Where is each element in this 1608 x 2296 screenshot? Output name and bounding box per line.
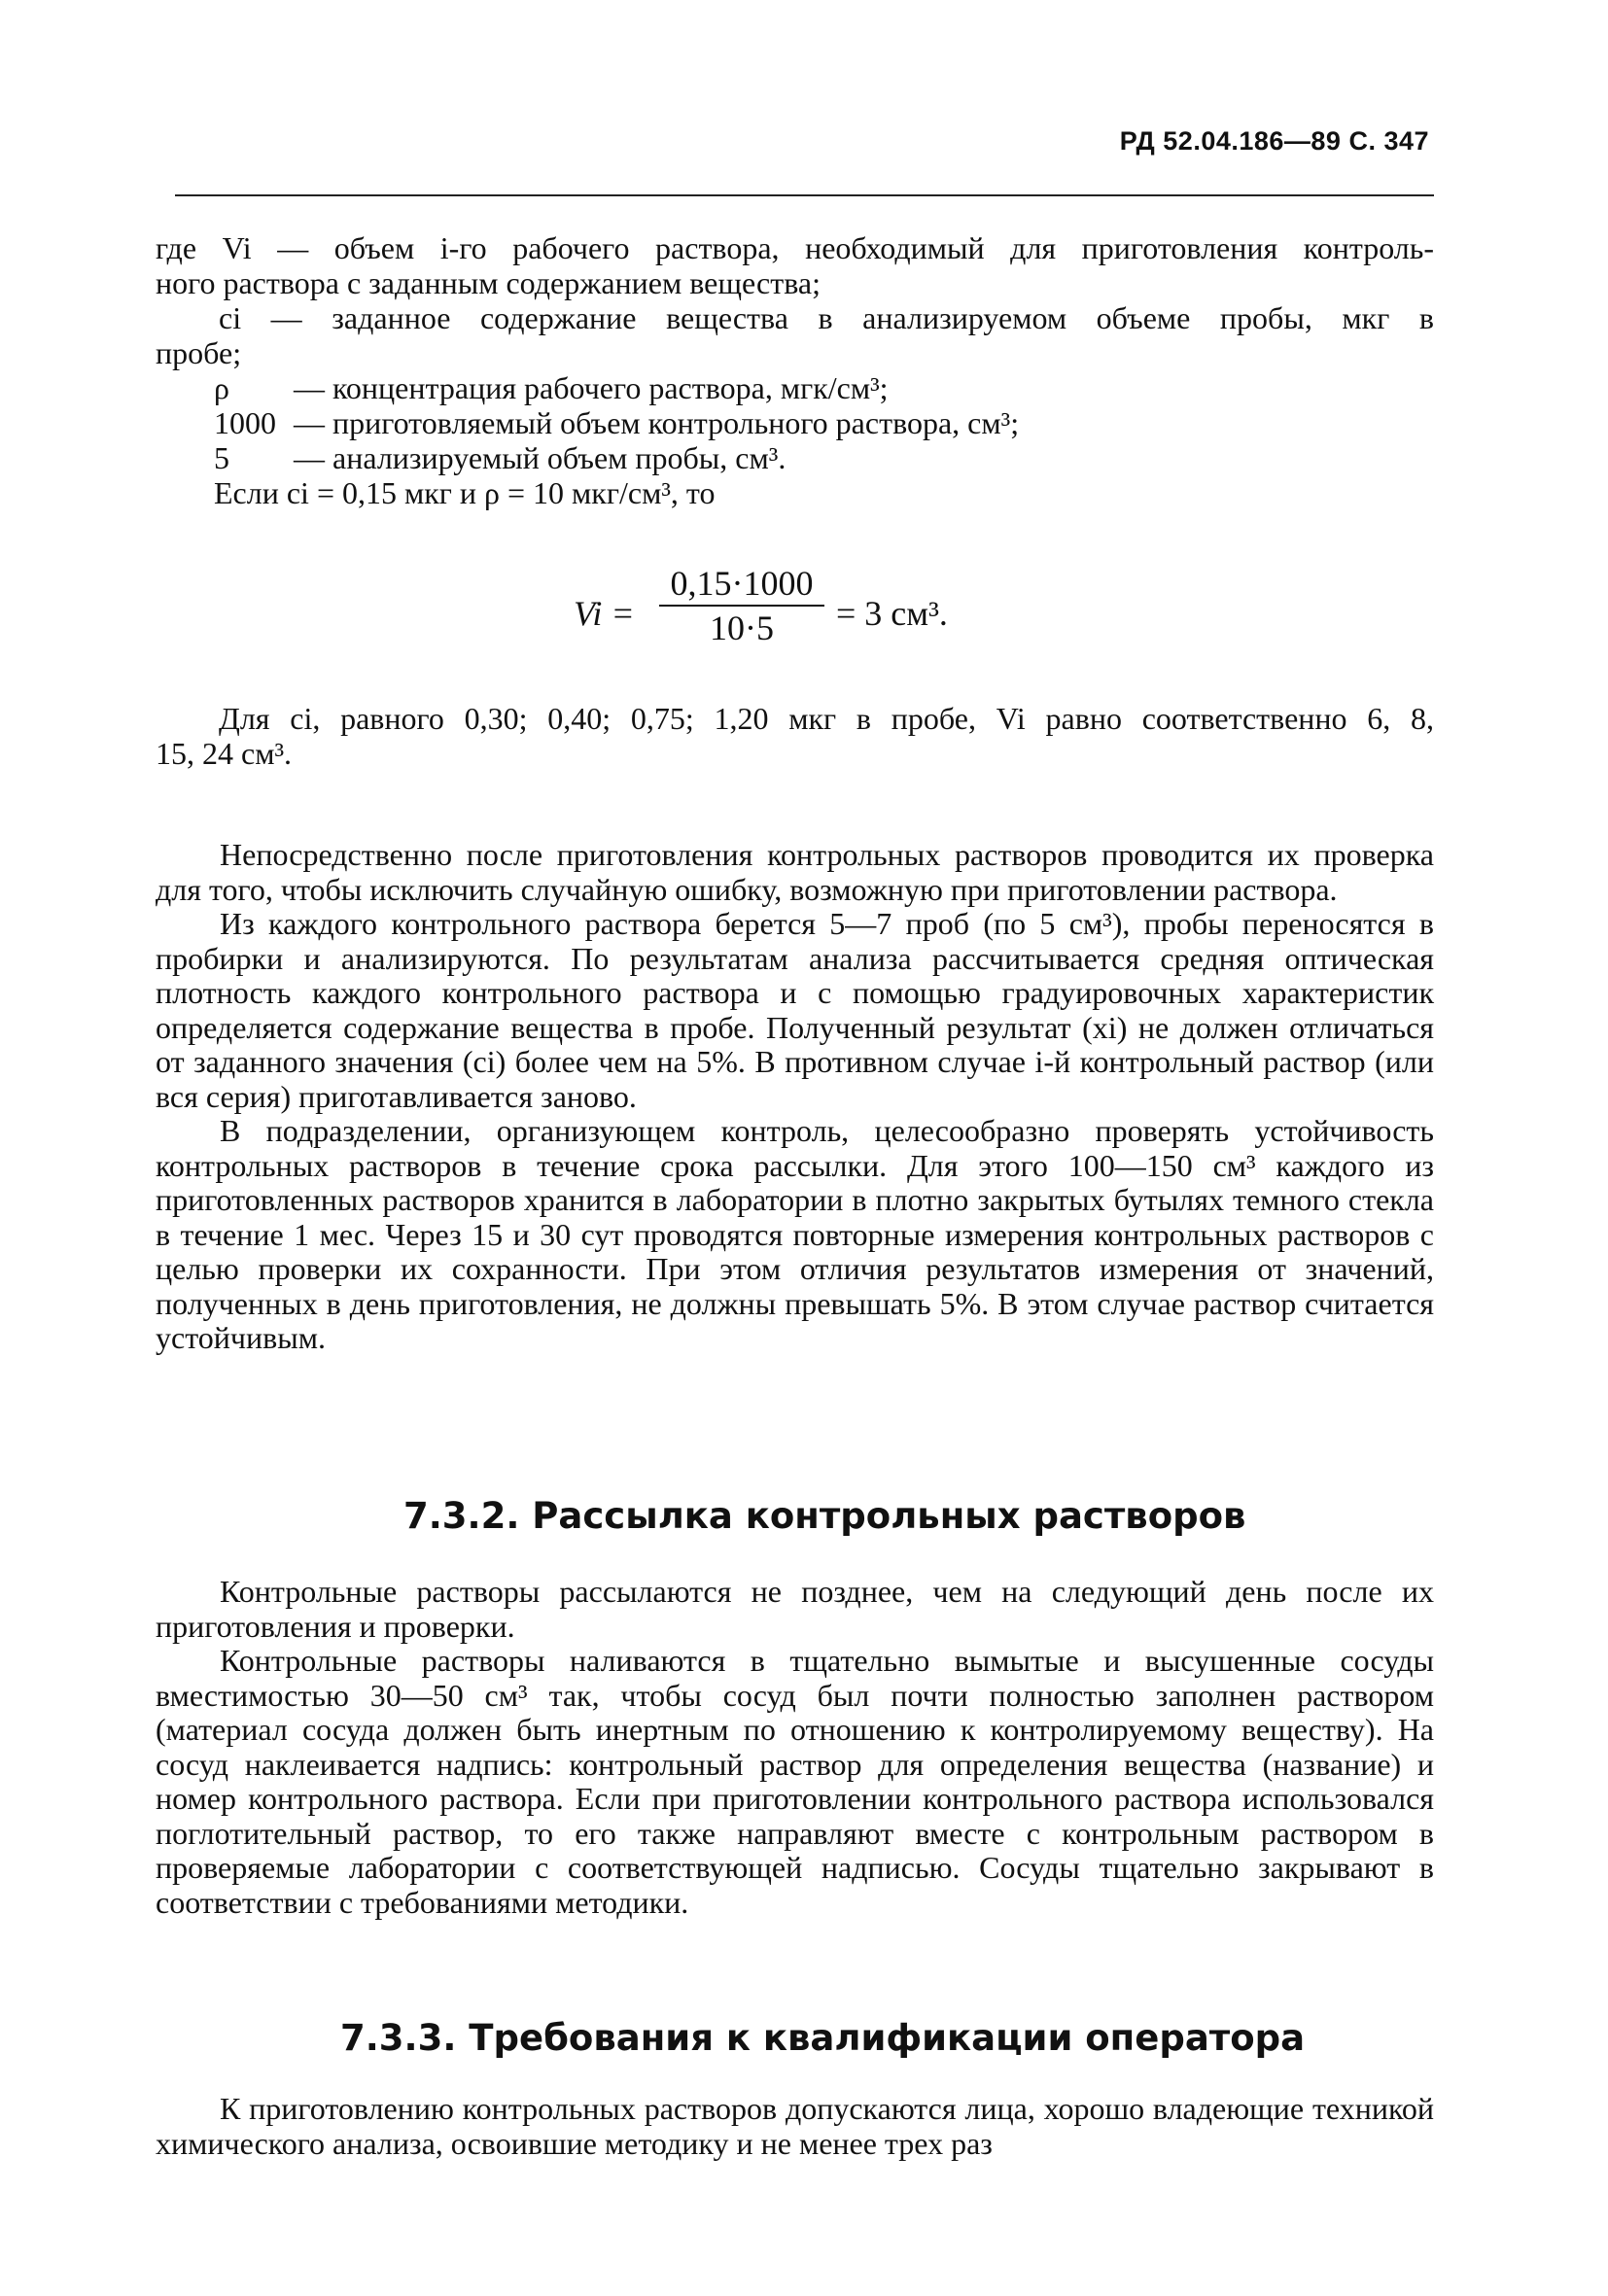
paragraph-stability: В подразделении, организующем контроль, целесообразно проверять устойчивость контрольных растворов в течение срока рассылки. Для этого 100—150 см³ каждого из приготовленных растворов хранится в лаборатории в плотно закрытых бутылях темного стекла в течение 1 мес. Через 15 и 30 сут проводятся повторные измерения контрольных растворов с целью проверки их сохранности. При этом отличия результатов измерения от значений, полученных в день приготовления, не должны превышать 5%. В этом случае раствор считается устойчивым. (156, 1113, 1434, 1355)
heading-7-3-3: 7.3.3. Требования к квалификации оператора (340, 2017, 1306, 2059)
after-formula-line1: Для ci, равного 0,30; 0,40; 0,75; 1,20 мкг в пробе, Vi равно соответственно 6, 8, (219, 701, 1434, 736)
def-5-text: — анализируемый объем пробы, см³. (294, 440, 787, 475)
formula-numerator: 0,15·1000 (670, 564, 814, 603)
def-5 (214, 441, 786, 475)
def-5-symbol: 5 (214, 440, 229, 475)
formula-lhs: Vi = (574, 594, 635, 633)
paragraph-check: Непосредственно после приготовления контрольных растворов проводится их проверка для того, чтобы исключить случайную ошибку, возможную при приготовлении раствора. (156, 837, 1434, 907)
paragraph-samples: Из каждого контрольного раствора берется 5—7 проб (по 5 см³), пробы переносятся в пробирки и анализируются. По результатам анализа рассчитывается средняя оптическая плотность каждого контрольного раствора и с помощью градуировочных характеристик определяется содержание вещества в пробе. Полученный результат (xi) не должен отличаться от заданного значения (ci) более чем на 5%. В противном случае i-й контрольный раствор (или вся серия) приготавливается заново. (156, 906, 1434, 1114)
header-rule (175, 194, 1434, 196)
def-if-line: Если ci = 0,15 мкг и ρ = 10 мкг/см³, то (214, 475, 716, 510)
paragraph-operator: К приготовлению контрольных растворов допускаются лица, хорошо владеющие техникой химического анализа, освоившие методику и не менее трех раз (156, 2091, 1434, 2161)
paragraph-dispatch: Контрольные растворы рассылаются не позднее, чем на следующий день после их приготовления и проверки. (156, 1574, 1434, 1644)
def-1000-symbol: 1000 (214, 405, 276, 440)
fraction-bar (659, 605, 824, 607)
def-ci-line1: ci — заданное содержание вещества в анализируемом объеме пробы, мкг в (219, 300, 1434, 335)
def-vi-line1: где Vi — объем i-го рабочего раствора, необходимый для приготовления контроль- (156, 230, 1434, 265)
def-rho (214, 371, 889, 405)
def-rho-text: — концентрация рабочего раствора, мгк/см³; (294, 370, 889, 405)
formula-vi (574, 564, 1021, 651)
heading-7-3-2: 7.3.2. Рассылка контрольных растворов (403, 1495, 1246, 1537)
page-header: РД 52.04.186—89 С. 347 (1119, 126, 1429, 156)
def-vi-line2: ного раствора с заданным содержанием вещества; (156, 265, 821, 300)
formula-denominator: 10·5 (710, 609, 774, 647)
def-1000 (214, 406, 1019, 440)
formula-rhs: = 3 см³. (836, 594, 948, 633)
body-paragraphs (156, 838, 1434, 1356)
paragraph-vessels: Контрольные растворы наливаются в тщательно вымытые и высушенные сосуды вместимостью 30—50 см³ так, чтобы сосуд был почти полностью заполнен раствором (материал сосуда должен быть инертным по отношению к контролируемому веществу). На сосуд наклеивается надпись: контрольный раствор для определения вещества (название) и номер контрольного раствора. Если при приготовлении контрольного раствора использовался поглотительный раствор, то его также направляют вместе с контрольным раствором в проверяемые лаборатории с соответствующей надписью. Сосуды тщательно закрывают в соответствии с требованиями методики. (156, 1643, 1434, 1920)
section-7-3-3-body (156, 2092, 1434, 2161)
def-rho-symbol: ρ (214, 370, 229, 405)
formula-fraction (659, 564, 824, 647)
def-1000-text: — приготовляемый объем контрольного раствора, см³; (294, 405, 1020, 440)
after-formula-line2: 15, 24 см³. (156, 736, 293, 771)
def-ci-line2: пробе; (156, 335, 242, 370)
section-7-3-2-body (156, 1575, 1434, 1920)
